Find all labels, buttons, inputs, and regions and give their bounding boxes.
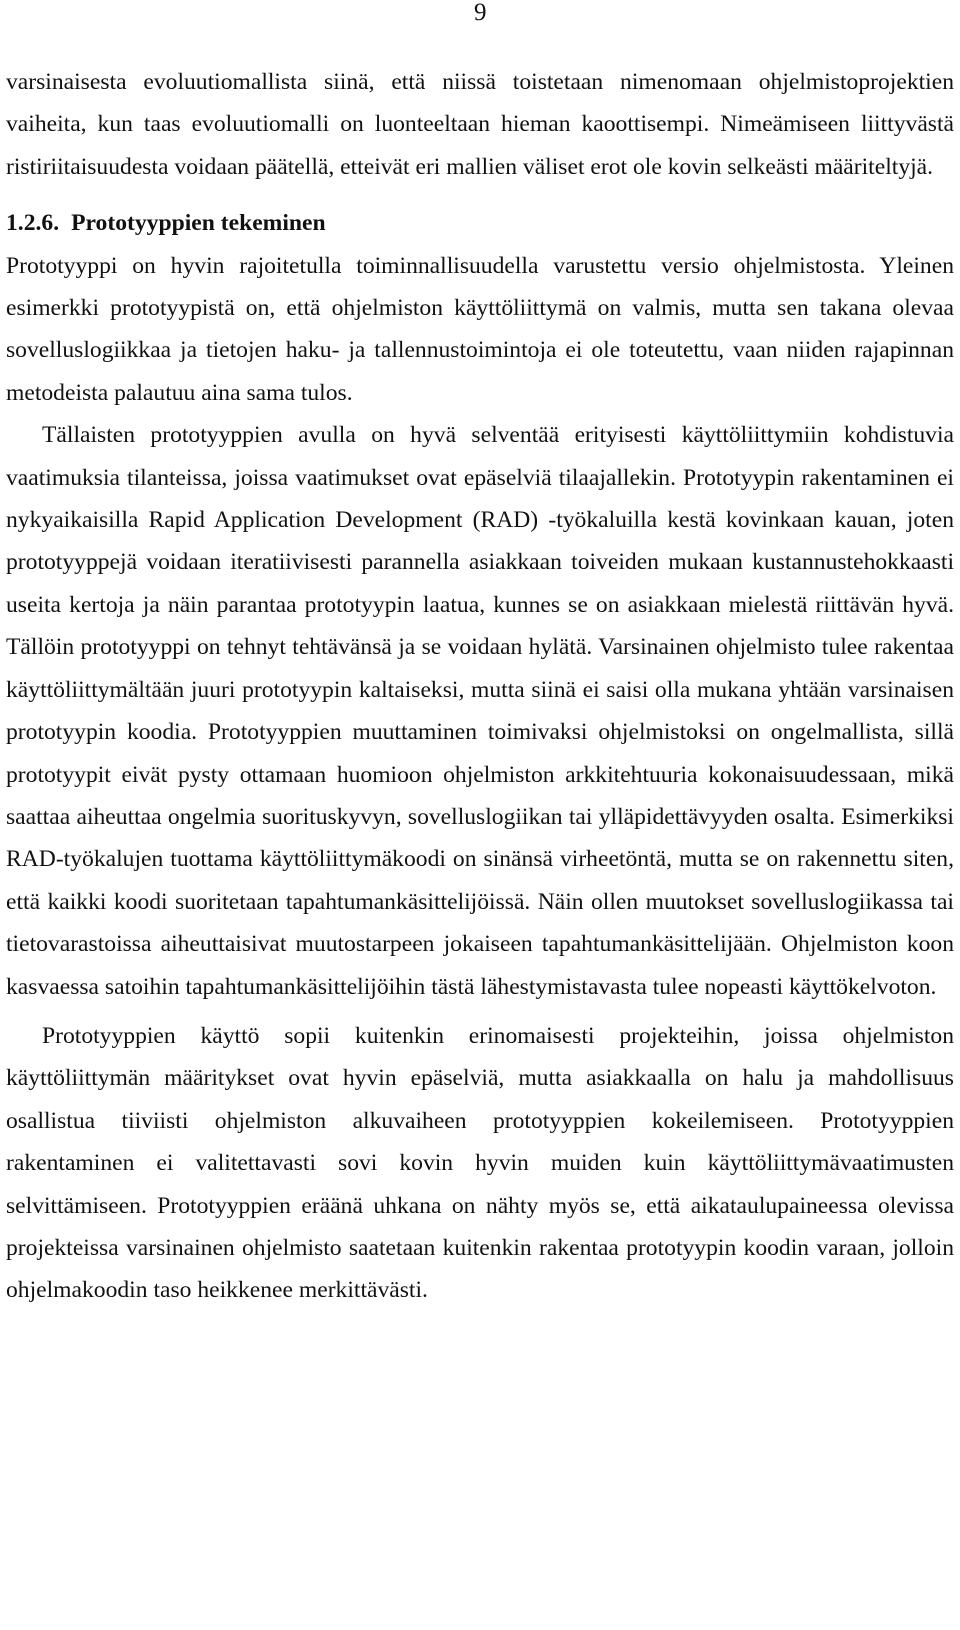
section-heading [6, 202, 954, 244]
document-body [6, 61, 954, 1312]
paragraph-intro: varsinaisesta evoluutiomallista siinä, että niissä toistetaan nimenomaan ohjelmistoprojektien vaiheita, kun taas evoluutiomalli on luonteeltaan hieman kaoottisempi. Nimeämiseen liittyvästä ristiriitaisuudesta voidaan päätellä, etteivät eri mallien väliset erot ole kovin selkeästi määriteltyjä. [6, 69, 954, 180]
section-number: 1.2.6. [6, 210, 60, 237]
paragraph-prototype-benefits: Tällaisten prototyyppien avulla on hyvä selventää erityisesti käyttöliittymiin kohdistuvia vaatimuksia tilanteissa, joissa vaatimukset ovat epäselviä tilaajallekin. Prototyypin rakentaminen ei nykyaikaisilla Rapid Application Development (RAD) -työkaluilla kestä kovinkaan kauan, joten prototyyppejä voidaan iteratiivisesti parannella asiakkaan toiveiden mukaan kustannustehokkaasti useita kertoja ja näin parantaa prototyypin laatua, kunnes se on asiakkaan mielestä riittävän hyvä. Tällöin prototyyppi on tehnyt tehtävänsä ja se voidaan hylätä. Varsinainen ohjelmisto tulee rakentaa käyttöliittymältään juuri prototyypin kaltaiseksi, mutta siinä ei saisi olla mukana yhtään varsinaisen prototyypin koodia. Prototyyppien muuttaminen toimivaksi ohjelmistoksi on ongelmallista, sillä prototyypit eivät pysty ottamaan huomioon ohjelmiston arkkitehtuuria kokonaisuudessaan, mikä saattaa aiheuttaa ongelmia suorituskyvyn, sovelluslogiikan tai ylläpidettävyyden osalta. Esimerkiksi RAD-työkalujen tuottama käyttöliittymäkoodi on sinänsä virheetöntä, mutta se on rakennettu siten, että kaikki koodi suoritetaan tapahtumankäsittelijöissä. Näin ollen muutokset sovelluslogiikassa tai tietovarastoissa aiheuttaisivat muutostarpeen jokaiseen tapahtumankäsittelijään. Ohjelmiston koon kasvaessa satoihin tapahtumankäsittelijöihin tästä lähestymistavasta tulee nopeasti käyttökelvoton. [6, 422, 954, 1000]
page-number: 9 [474, 0, 487, 26]
section-title: Prototyyppien tekeminen [71, 210, 326, 237]
paragraph-gap [6, 1008, 954, 1015]
paragraph-prototype-usage: Prototyyppien käyttö sopii kuitenkin erinomaisesti projekteihin, joissa ohjelmiston käyttöliittymän määritykset ovat hyvin epäselviä, mutta asiakkaalla on halu ja mahdollisuus osallistua tiiviisti ohjelmiston alkuvaiheen prototyyppien kokeilemiseen. Prototyyppien rakentaminen ei valitettavasti sovi kovin hyvin muiden kuin käyttöliittymävaatimusten selvittämiseen. Prototyyppien eräänä uhkana on nähty myös se, että aikataulupaineessa olevissa projekteissa varsinainen ohjelmisto saatetaan kuitenkin rakentaa prototyypin koodin varaan, jolloin ohjelmakoodin taso heikkenee merkittävästi. [6, 1022, 954, 1304]
paragraph-prototype-definition: Prototyyppi on hyvin rajoitetulla toiminnallisuudella varustettu versio ohjelmistosta. Yleinen esimerkki prototyypistä on, että ohjelmiston käyttöliittymä on valmis, mutta sen takana olevaa sovelluslogiikkaa ja tietojen haku- ja tallennustoimintoja ei ole toteutettu, vaan niiden rajapinnan metodeista palautuu aina sama tulos. [6, 252, 954, 406]
